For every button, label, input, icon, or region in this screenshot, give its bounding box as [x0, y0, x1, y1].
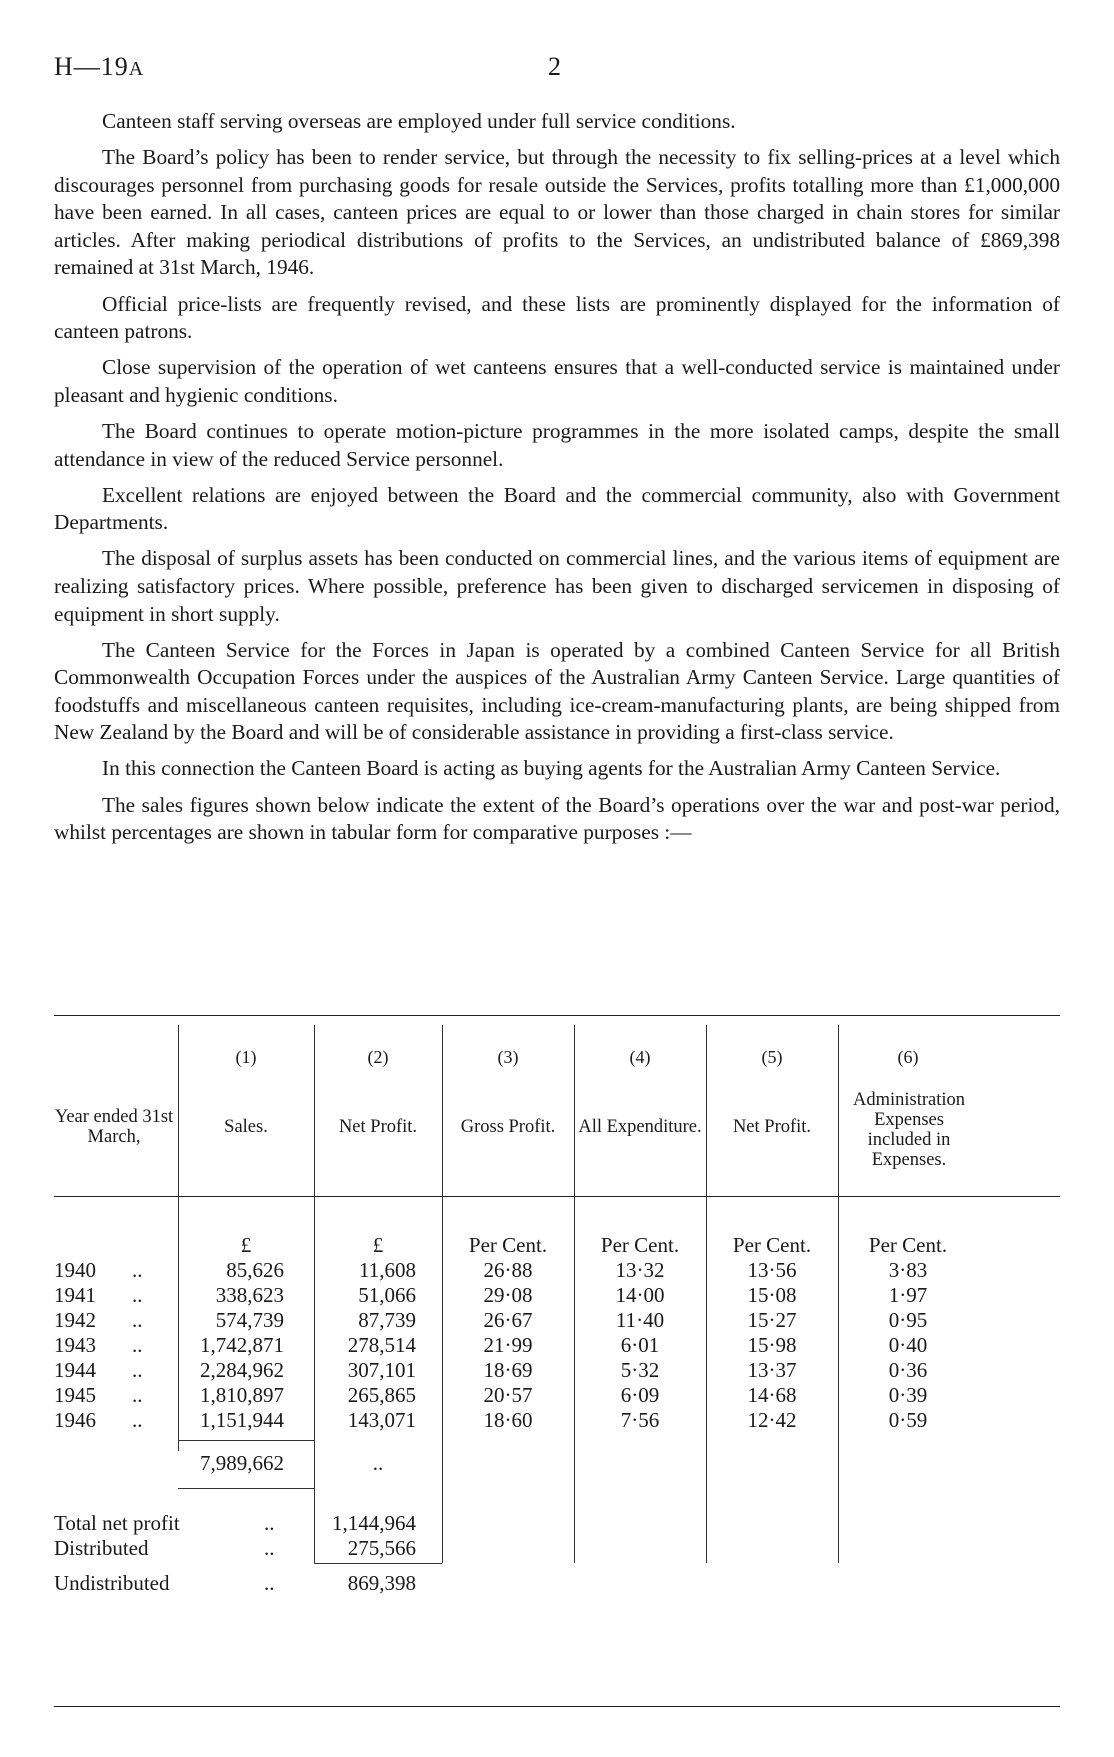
page-number: 2: [548, 52, 561, 81]
net-pct-cell: 13·37: [747, 1358, 797, 1382]
column-number: (1): [235, 1047, 257, 1067]
expenditure-pct-cell: 6·01: [620, 1333, 660, 1357]
column-number: (5): [761, 1047, 783, 1067]
gross-pct-cell: 29·08: [483, 1283, 533, 1307]
table-top-rule: [54, 1015, 1060, 1016]
column-number: (4): [629, 1047, 651, 1067]
net-pct-cell: 15·27: [747, 1308, 797, 1332]
column-header-year: Year ended 31st March,: [54, 1107, 174, 1147]
unit-label: Per Cent.: [868, 1233, 948, 1257]
sales-cell: 338,623: [215, 1283, 284, 1307]
sales-cell: 1,810,897: [200, 1383, 284, 1407]
admin-pct-cell: 0·36: [888, 1358, 928, 1382]
paragraph: The Board continues to operate motion-picture programmes in the more isolated camps, despite the small attendance in view of the reduced Service personnel.: [54, 418, 1060, 471]
paragraph: The Board’s policy has been to render service, but through the necessity to fix selling-prices at a level which discourages personnel from purchasing goods for resale outside the Services, profits totalling more than £1,000,000 have been earned. In all cases, canteen prices are equal to or lower than those charged in chain stores for similar articles. After making periodical distributions of profits to the Services, an undistributed balance of £869,398 remained at 31st March, 1946.: [54, 145, 1060, 280]
gross-pct-cell: 18·69: [483, 1358, 533, 1382]
year-cell: 1941: [54, 1283, 96, 1307]
expenditure-pct-cell: 11·40: [615, 1308, 665, 1332]
leader-dots: ..: [264, 1511, 275, 1535]
expenditure-pct-cell: 14·00: [615, 1283, 665, 1307]
sales-total: 7,989,662: [200, 1451, 284, 1475]
unit-label: Per Cent.: [468, 1233, 548, 1257]
paragraph: The Canteen Service for the Forces in Japan is operated by a combined Canteen Service for all British Commonwealth Occupation Forces under the auspices of the Australian Army Canteen Service. Large quantities of foodstuffs and miscellaneous canteen requisites, including ice-cream-manufacturing plants, are being shipped from New Zealand by the Board and will be of considerable assistance in providing a first-class service.: [54, 637, 1060, 745]
unit-label: £: [240, 1233, 252, 1257]
gross-pct-cell: 21·99: [483, 1333, 533, 1357]
column-header-net-profit: Net Profit.: [338, 1117, 418, 1137]
expenditure-pct-cell: 7·56: [620, 1408, 660, 1432]
unit-label: Per Cent.: [600, 1233, 680, 1257]
column-header-sales: Sales.: [224, 1117, 268, 1137]
admin-pct-cell: 1·97: [888, 1283, 928, 1307]
net-profit-cell: 265,865: [347, 1383, 416, 1407]
expenditure-pct-cell: 13·32: [615, 1258, 665, 1282]
leader-dots: ..: [132, 1358, 143, 1382]
net-pct-cell: 13·56: [747, 1258, 797, 1282]
year-cell: 1943: [54, 1333, 96, 1357]
column-header-admin-expenses: Administration Expenses included in Expenses.: [852, 1090, 966, 1170]
document-reference: H—19A: [54, 52, 145, 81]
net-profit-cell: 51,066: [358, 1283, 416, 1307]
sales-total-rule: [178, 1440, 314, 1441]
expenditure-pct-cell: 5·32: [620, 1358, 660, 1382]
leader-dots: ..: [132, 1408, 143, 1432]
year-cell: 1944: [54, 1358, 96, 1382]
column-number: (6): [897, 1047, 919, 1067]
summary-value: 1,144,964: [332, 1511, 416, 1535]
net-profit-cell: 11,608: [359, 1258, 416, 1282]
undistributed-rule: [314, 1563, 442, 1564]
leader-dots: ..: [132, 1383, 143, 1407]
column-number: (3): [497, 1047, 519, 1067]
net-pct-cell: 15·98: [747, 1333, 797, 1357]
summary-label: Undistributed: [54, 1571, 170, 1595]
unit-label: Per Cent.: [732, 1233, 812, 1257]
net-profit-cell: 87,739: [358, 1308, 416, 1332]
net-pct-cell: 15·08: [747, 1283, 797, 1307]
sales-table: [54, 1015, 1060, 1715]
sales-cell: 85,626: [226, 1258, 284, 1282]
leader-dots: ..: [132, 1283, 143, 1307]
column-header-gross-profit: Gross Profit.: [460, 1117, 556, 1137]
paragraph: Canteen staff serving overseas are employed under full service conditions.: [102, 109, 736, 133]
year-cell: 1945: [54, 1383, 96, 1407]
sales-total-underline: [178, 1488, 314, 1489]
year-cell: 1942: [54, 1308, 96, 1332]
table-bottom-rule: [54, 1706, 1060, 1707]
net-profit-cell: 307,101: [347, 1358, 416, 1382]
paragraph: Close supervision of the operation of wet canteens ensures that a well-conducted service is maintained under pleasant and hygienic conditions.: [54, 355, 1060, 407]
table-header-rule: [54, 1196, 1060, 1197]
summary-label: Distributed: [54, 1536, 149, 1560]
leader-dots: ..: [372, 1451, 384, 1475]
sales-cell: 1,151,944: [200, 1408, 284, 1432]
year-cell: 1946: [54, 1408, 96, 1432]
summary-value: 275,566: [347, 1536, 416, 1560]
net-pct-cell: 14·68: [747, 1383, 797, 1407]
net-profit-cell: 143,071: [347, 1408, 416, 1432]
gross-pct-cell: 26·67: [483, 1308, 533, 1332]
leader-dots: ..: [264, 1536, 275, 1560]
paragraph: In this connection the Canteen Board is acting as buying agents for the Australian Army Canteen Service.: [102, 756, 1001, 781]
leader-dots: ..: [132, 1333, 143, 1357]
paragraph: Excellent relations are enjoyed between the Board and the commercial community, also with Government Departments.: [54, 482, 1060, 535]
admin-pct-cell: 0·59: [888, 1408, 928, 1432]
summary-label: Total net profit: [54, 1511, 180, 1535]
admin-pct-cell: 0·95: [888, 1308, 928, 1332]
column-number: (2): [367, 1047, 389, 1067]
paragraph: Official price-lists are frequently revised, and these lists are prominently displayed for the information of canteen patrons.: [54, 291, 1060, 344]
net-profit-cell: 278,514: [347, 1333, 416, 1357]
sales-cell: 1,742,871: [200, 1333, 284, 1357]
sales-cell: 2,284,962: [200, 1358, 284, 1382]
column-header-net-profit-pct: Net Profit.: [732, 1117, 812, 1137]
unit-label: £: [372, 1233, 384, 1257]
leader-dots: ..: [264, 1571, 275, 1595]
leader-dots: ..: [132, 1308, 143, 1332]
gross-pct-cell: 20·57: [483, 1383, 533, 1407]
admin-pct-cell: 0·39: [888, 1383, 928, 1407]
body-text: [54, 108, 1060, 855]
admin-pct-cell: 0·40: [888, 1333, 928, 1357]
net-pct-cell: 12·42: [747, 1408, 797, 1432]
sales-cell: 574,739: [215, 1308, 284, 1332]
paragraph: The sales figures shown below indicate the extent of the Board’s operations over the war and post-war period, whilst percentages are shown in tabular form for comparative purposes :—: [54, 792, 1060, 845]
leader-dots: ..: [132, 1258, 143, 1282]
year-cell: 1940: [54, 1258, 96, 1282]
paragraph: The disposal of surplus assets has been conducted on commercial lines, and the various items of equipment are realizing satisfactory prices. Where possible, preference has been given to discharged servicemen in disposing of equipment in short supply.: [54, 546, 1060, 626]
summary-value: 869,398: [347, 1571, 416, 1595]
gross-pct-cell: 18·60: [483, 1408, 533, 1432]
expenditure-pct-cell: 6·09: [620, 1383, 660, 1407]
gross-pct-cell: 26·88: [483, 1258, 533, 1282]
admin-pct-cell: 3·83: [888, 1258, 928, 1282]
column-header-all-expenditure: All Expenditure.: [578, 1117, 702, 1137]
